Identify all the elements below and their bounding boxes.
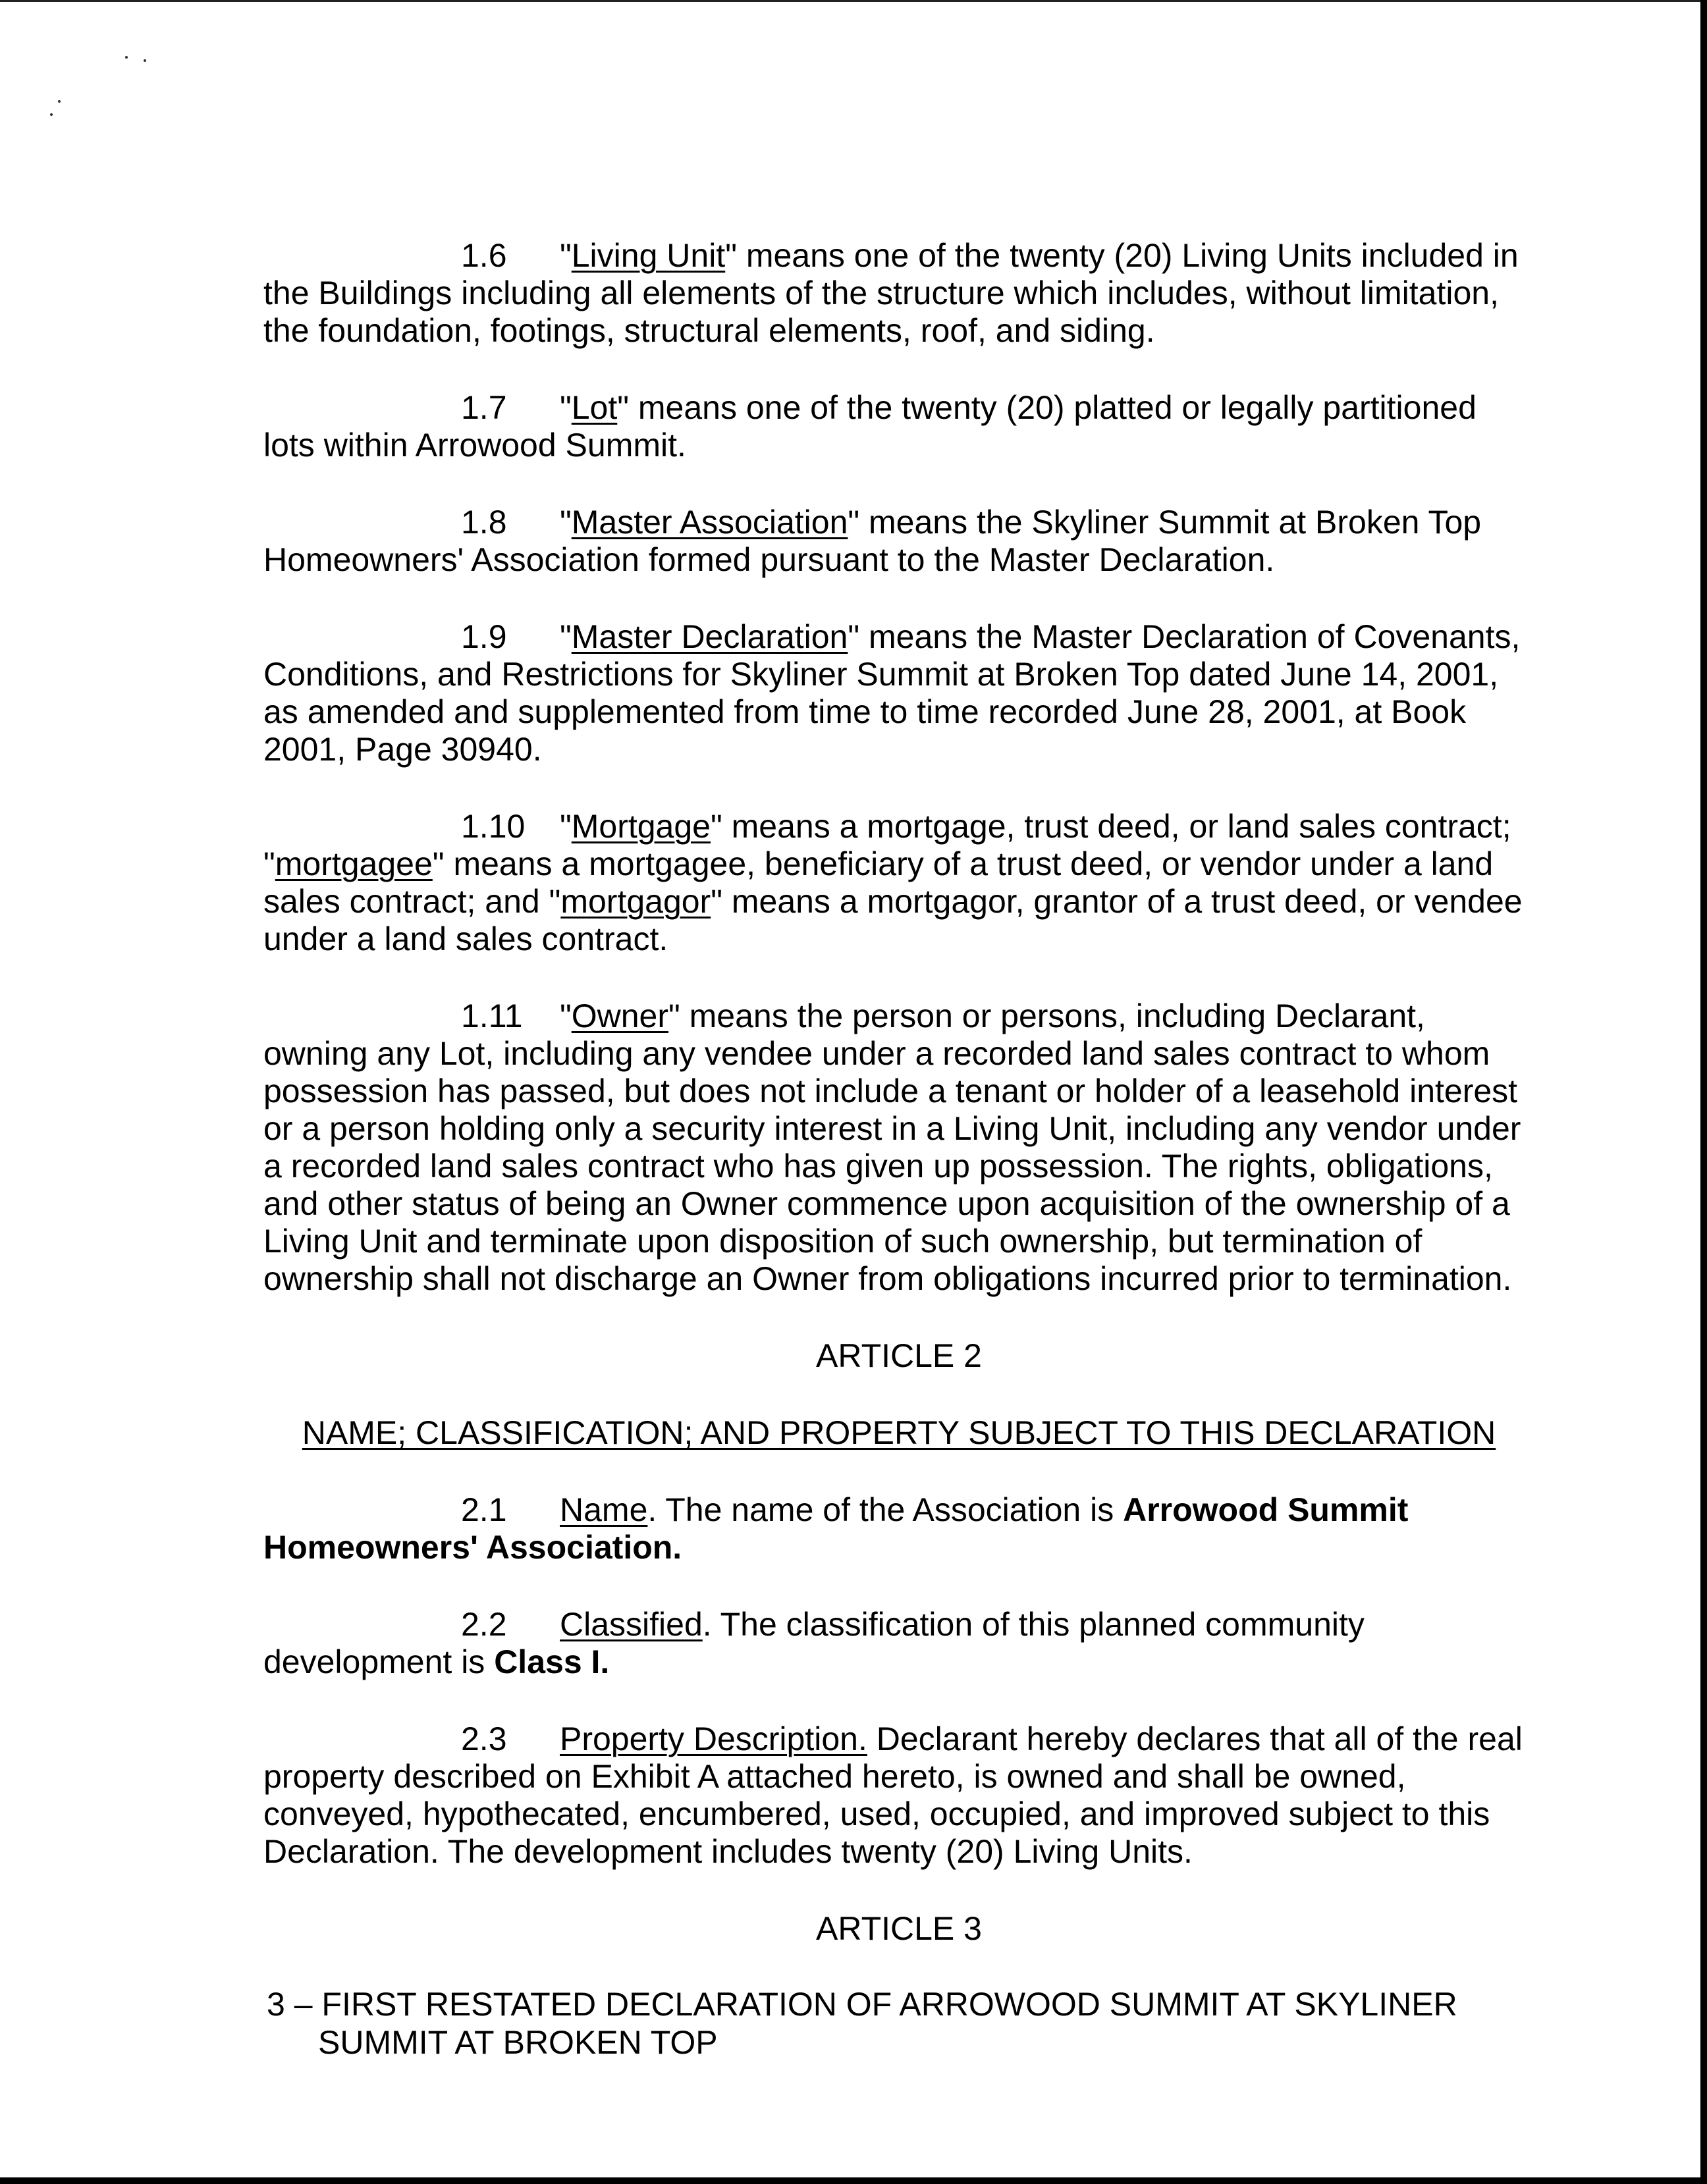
section-text: . The name of the Association is bbox=[647, 1491, 1124, 1528]
section-number: 1.7 bbox=[461, 389, 507, 426]
section-2-1 bbox=[263, 1491, 1534, 1566]
defined-term: Master Association bbox=[571, 504, 848, 541]
section-title: Property Description. bbox=[560, 1720, 867, 1757]
defined-term: mortgagor bbox=[560, 883, 711, 920]
definition-text: " means a mortgage, trust deed, or land sales contract; " bbox=[263, 808, 1511, 882]
article-2-label: ARTICLE 2 bbox=[816, 1337, 982, 1374]
section-bold-text: Class I. bbox=[494, 1643, 610, 1680]
defined-term: Master Declaration bbox=[571, 618, 848, 655]
scan-speck bbox=[58, 100, 61, 103]
scan-speck bbox=[125, 56, 128, 59]
section-2-3 bbox=[263, 1720, 1534, 1871]
section-text: Declarant hereby declares that all of the real property described on Exhibit A attached hereto, is owned and shall be owned, conveyed, hypothecated, encumbered, used, occupied, and improved subject to this Declaration. The development includes twenty (20) Living Units. bbox=[263, 1720, 1523, 1870]
section-number: 1.10 bbox=[461, 808, 526, 845]
defined-term: mortgagee bbox=[275, 845, 433, 882]
defined-term: Living Unit bbox=[571, 237, 726, 274]
definition-text: " means the Skyliner Summit at Broken Top Homeowners' Association formed pursuant to the Master Declaration. bbox=[263, 504, 1482, 578]
section-number: 1.6 bbox=[461, 237, 507, 274]
defined-term: Mortgage bbox=[571, 808, 711, 845]
article-heading-text: NAME; CLASSIFICATION; AND PROPERTY SUBJECT TO THIS DECLARATION bbox=[302, 1414, 1496, 1451]
definition-text: " means one of the twenty (20) platted or legally partitioned lots within Arrowood Summit. bbox=[263, 389, 1477, 464]
definition-text: " means the person or persons, including Declarant, owning any Lot, including any vendee under a recorded land sales contract to whom possession has passed, but does not include a tenant or holder of a leasehold interest or a person holding only a security interest in a Living Unit, including any vendor under a recorded land sales contract who has given up possession. The rights, obligations, and other status of being an Owner commence upon acquisition of the ownership of a Living Unit and terminate upon disposition of such ownership, but termination of ownership shall not discharge an Owner from obligations incurred prior to termination. bbox=[263, 998, 1521, 1297]
article-2-heading bbox=[263, 1414, 1534, 1452]
section-title: Classified bbox=[560, 1606, 703, 1643]
section-number: 1.8 bbox=[461, 504, 507, 541]
footer-line-2: SUMMIT AT BROKEN TOP bbox=[318, 2024, 718, 2061]
section-number: 2.2 bbox=[461, 1606, 507, 1643]
definition-text: " means one of the twenty (20) Living Units included in the Buildings including all elements of the structure which includes, without limitation, the foundation, footings, structural elements, roof, and siding. bbox=[263, 237, 1519, 349]
section-number: 2.3 bbox=[461, 1720, 507, 1757]
scan-border-right bbox=[1700, 0, 1707, 2184]
scan-border-top bbox=[0, 0, 1707, 2]
section-number: 1.11 bbox=[461, 998, 523, 1034]
definition-1-11: 1.11 "Owner" means the person or persons, including Declarant, owning any Lot, including any vendee under a recorded land sales contract to whom possession has passed, but does not include a tenant or holder of a leasehold interest or a person holding only a security interest in a Living Unit, including any vendor under a recorded land sales contract who has given up possession. The rights, obligations, and other status of being an Owner commence upon acquisition of the ownership of a Living Unit and terminate upon disposition of such ownership, but termination of ownership shall not discharge an Owner from obligations incurred prior to termination. bbox=[263, 998, 1521, 1297]
section-number: 2.1 bbox=[461, 1491, 507, 1528]
section-text: . The classification of this planned community development is bbox=[263, 1606, 1365, 1680]
scan-border-bottom bbox=[0, 2177, 1707, 2184]
footer-line-1: 3 – FIRST RESTATED DECLARATION OF ARROWOOD SUMMIT AT SKYLINER bbox=[267, 1986, 1457, 2023]
document-body bbox=[263, 237, 1534, 1987]
section-title: Name bbox=[560, 1491, 648, 1528]
definition-text: " means a mortgagee, beneficiary of a trust deed, or vendor under a land sales contract; and " bbox=[263, 845, 1494, 920]
scan-speck bbox=[144, 59, 146, 62]
definition-1-10: 1.10 "Mortgage" means a mortgage, trust deed, or land sales contract; "mortgagee" means a mortgagee, beneficiary of a trust deed, or vendor under a land sales contract; and "mortgagor" means a mortgagor, grantor of a trust deed, or vendee under a land sales contract. bbox=[263, 808, 1523, 957]
definition-1-7: 1.7 "Lot" means one of the twenty (20) platted or legally partitioned lots within Arrowood Summit. bbox=[263, 389, 1477, 464]
definition-1-8: 1.8 "Master Association" means the Skyliner Summit at Broken Top Homeowners' Association formed pursuant to the Master Declaration. bbox=[263, 504, 1482, 578]
defined-term: Owner bbox=[571, 998, 669, 1034]
definition-1-9: 1.9 "Master Declaration" means the Master Declaration of Covenants, Conditions, and Restrictions for Skyliner Summit at Broken Top dated June 14, 2001, as amended and supplemented from time to time recorded June 28, 2001, at Book 2001, Page 30940. bbox=[263, 618, 1521, 768]
article-3-label: ARTICLE 3 bbox=[816, 1910, 982, 1947]
section-bold-text: Arrowood Summit Homeowners' Association. bbox=[263, 1491, 1409, 1566]
section-number: 1.9 bbox=[461, 618, 507, 655]
defined-term: Lot bbox=[571, 389, 618, 426]
page-footer bbox=[267, 1985, 1538, 2062]
definition-1-6: 1.6 "Living Unit" means one of the twenty (20) Living Units included in the Buildings including all elements of the structure which includes, without limitation, the foundation, footings, structural elements, roof, and siding. bbox=[263, 237, 1519, 349]
definition-text: " means the Master Declaration of Covenants, Conditions, and Restrictions for Skyliner Summit at Broken Top dated June 14, 2001, as amended and supplemented from time to time recorded June 28, 2001, at Book 2001, Page 30940. bbox=[263, 618, 1521, 768]
scan-speck bbox=[50, 113, 53, 116]
definition-text: " means a mortgagor, grantor of a trust deed, or vendee under a land sales contract. bbox=[263, 883, 1523, 957]
section-2-2 bbox=[263, 1606, 1534, 1681]
